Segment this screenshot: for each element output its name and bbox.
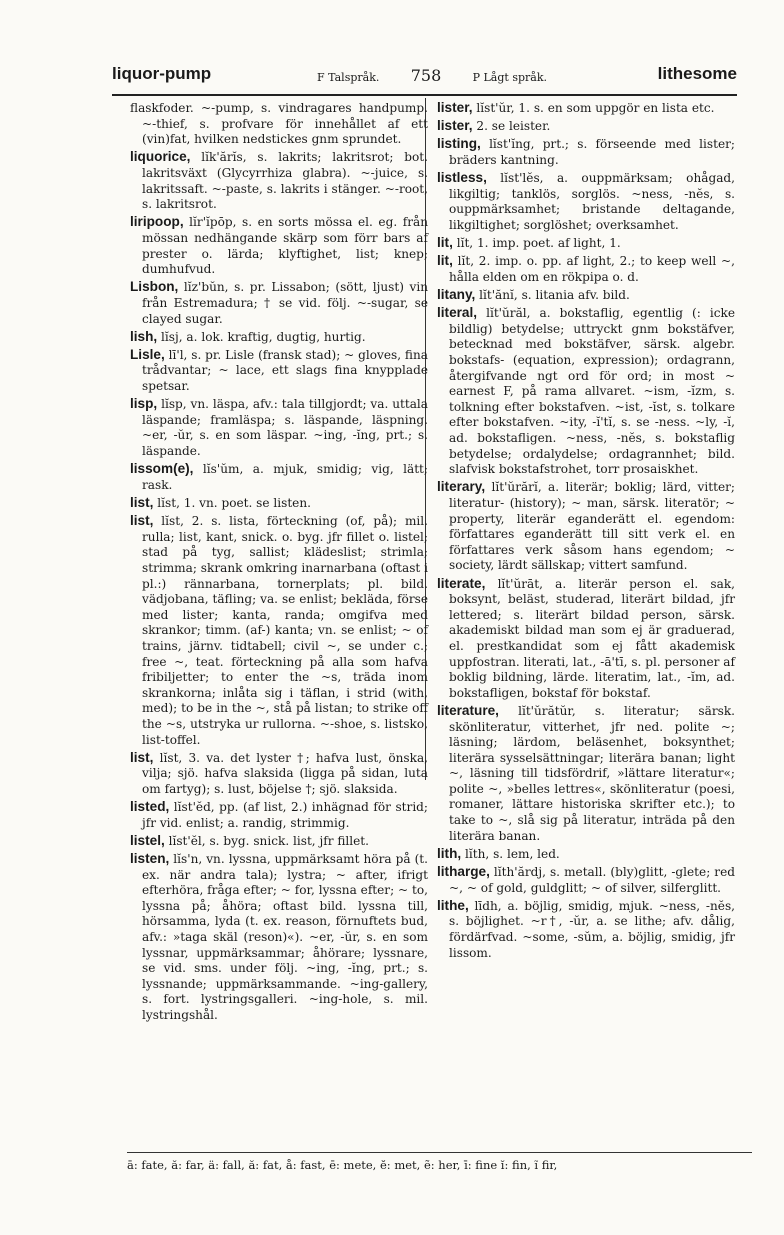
dictionary-entry [130,799,428,831]
dictionary-entry [130,495,428,512]
entry-headword: lish, [130,328,158,344]
dictionary-entry [437,100,735,117]
entry-definition: lĭst'ĕl, s. byg. snick. list, jfr fillet. [164,833,370,848]
entry-headword: lith, [437,845,462,861]
dictionary-entry [130,513,428,748]
entry-headword: Lisle, [130,346,165,362]
footer-rule [127,1152,752,1153]
header-first-word: liquor-pump [112,64,212,83]
entry-headword: lissom(e), [130,461,194,477]
entry-definition: lĭk'ărĭs, s. lakrits; lakritsrot; bot. lakritsväxt (Glycyrrhiza glabra). ~-juice, s. lakritssaft. ~-paste, s. lakrits i stänger. ~-root, s. lakritsrot. [142,150,428,212]
entry-definition: lĭs'n, vn. lyssna, uppmärksamt höra på (t. ex. när andra tala); lystra; ~ after, ifrigt efterhöra, fråga efter; ~ for, lyssna efter; ~ to, lyssna på; åhöra; oftast bild. lyssna till, hörsamma, lyda (t. ex. reason, förnuftets bud, afv.: »taga skäl (reson)«). ~er, -ŭr, s. en som lyssnar, uppmärksammar; åhörare; lyssnare, se vid. sms. under följ. ~ing, -ĭng, prt.; s. lyssnande; uppmärksammande. ~ing-gallery, s. fort. lystringsgalleri. ~ing-hole, s. mil. lystringshål. [142,852,428,1022]
dictionary-entry [437,703,735,844]
entry-headword: list, [130,495,154,510]
entry-definition: lĭst, 1. vn. poet. se listen. [153,496,311,510]
entry-definition: lĭsp, vn. läspa, afv.: tala tillgjordt; va. uttala läspande; framläspa; s. läspande, läspning. ~er, -ŭr, s. en som läspar. ~ing, -ĭng, prt.; s. läspande. [142,397,428,459]
page-number: 758 [410,66,442,85]
entry-headword: lister, [437,100,473,115]
entry-headword: Lisbon, [130,279,179,295]
dictionary-entry [437,170,735,233]
dictionary-entry [437,305,735,478]
entry-definition: lĭt'ănĭ, s. litania afv. bild. [475,288,630,303]
page-header [112,60,737,92]
entry-headword: listed, [130,799,170,815]
dictionary-entry [437,118,735,135]
entry-headword: listel, [130,832,165,848]
entry-headword: list, [130,513,154,529]
dictionary-entry [437,846,735,863]
entry-definition: lī'l, s. pr. Lisle (fransk stad); ~ gloves, fina trådvantar; ~ lace, ett slags fina knypplade spetsar. [142,347,428,394]
entry-definition: lĭz'bŭn, s. pr. Lissabon; (sött, ljust) vin från Estremadura; † se vid. följ. ~-sugar, se clayed sugar. [142,280,428,326]
entry-headword: literate, [437,575,486,591]
entry-definition: lĭst'ŭr, 1. s. en som uppgör en lista etc. [472,101,715,115]
dictionary-entry [437,864,735,896]
left-column [130,100,428,1025]
entry-definition: lĭt'ŭrăl, a. bokstaflig, egentlig (: icke bildlig) betydelse; uttryckt gnm bokstäfver, betecknad med bokstäfver, särsk. algebr. bokstafs- (equation, expression); ordagrann, återgifvande ngt ord för ord; in most ~ earnest F, på rama allvaret. ~ism, -ĭzm, s. tolkning efter bokstafven. ~ist, -ĭst, s. tolkare efter bokstafven. ~ity, -ĭ'tĭ, s. se -ness. ~ly, -ĭ, ad. bokstafligen. ~ness, -nĕs, s. bokstaflig betydelse; ordalydelse; ordagrannhet; bild. slafvisk bokstafstrohet, torr prosaiskhet. [449,306,735,477]
dictionary-entry [130,461,428,493]
entry-headword: liripoop, [130,214,184,230]
dictionary-entry [130,750,428,798]
pronunciation-key: ā: fate, ă: far, ä: fall, ă: fat, å: fast, ē: mete, ĕ: met, ẽ: her, ī: fine ĭ: fin, ĩ fir, [127,1158,558,1172]
dictionary-entry [437,136,735,168]
entry-definition: lĭt'ŭrătŭr, s. literatur; särsk. skönliteratur, vitterhet, jfr ned. polite ~; läsning; lärdom, beläsenhet, boksynthet; literära sysselsättningar; literära banan; light ~, läsning till tidsfördrif, »lättare literatur«; polite ~, »belles lettres«, skönliteratur (poesi, romaner, lättare historiska skrifter etc.); to take to ~, slå sig på literatur, inträda på den literära banan. [449,703,735,843]
entry-headword: litany, [437,287,476,303]
entry-definition: lĭst'ĕd, pp. (af list, 2.) inhägnad för strid; jfr vid. enlist; a. randig, strimmig. [142,800,428,830]
entry-headword: listing, [437,136,481,152]
entry-headword: listless, [437,170,487,186]
entry-definition: lĭt'ŭrărĭ, a. literär; boklig; lärd, vitter; literatur- (history); ~ man, särsk. literatör; ~ property, literär eganderätt el. egendom: författares eganderätt till sitt verk el. en författares verk såsom hans egendom; ~ society, lärdt sällskap; vittert samfund. [449,480,735,573]
entry-definition: lĭth'ărdj, s. metall. (bly)glitt, -glete; red ~, ~ of gold, guldglitt; ~ of silver, silferglitt. [449,865,735,895]
entry-definition: lĭst, 2. s. lista, förteckning (of, på); mil. rulla; list, kant, snick. o. byg. jfr fillet o. listel; stad på tyg, sallist; klädeslist; strimla; strimma; skrank omkring inarnarbana (oftast i pl.:) rännarbana, tornerplats; pl. bild. vädjobana, täfling; va. se enlist; bekläda, förse med lister; kanta, randa; omgifva med skrankor; timm. (af-) kanta; vn. se enlist; ~ of trains, järnv. tidtabell; civil ~, se under c.; free ~, teat. förteckning på alla som hafva fribiljetter; to enter the ~s, träda inom skrankorna; inlåta sig i täflan, i strid (with, med); to be in the ~, stå på listan; to strike off the ~s, utstryka ur rullorna. ~-shoe, s. listsko, list-toffel. [142,514,428,747]
dictionary-entry [130,100,428,148]
entry-headword: listen, [130,851,170,867]
header-center [317,66,547,85]
entry-definition: līdh, a. böjlig, smidig, mjuk. ~ness, -nĕs, s. böjlighet. ~r†, -ŭr, a. se lithe; afv. dålig, fördärfvad. ~some, -sŭm, a. böjlig, smidig, jfr lissom. [449,898,735,960]
entry-definition: lĭs'ŭm, a. mjuk, smidig; vig, lätt; rask. [142,462,428,492]
header-last-word: lithesome [657,64,737,83]
entry-headword: literary, [437,479,486,495]
entry-definition: lĭst'ĭng, prt.; s. förseende med lister; bräders kantning. [449,137,735,167]
entry-headword: lithe, [437,897,469,913]
entry-definition: lĭt, 2. imp. o. pp. af light, 2.; to keep well ~, hålla elden om en rökpipa o. d. [449,254,735,284]
dictionary-entry [437,253,735,285]
dictionary-entry [130,396,428,459]
entry-definition: lĭst'lĕs, a. ouppmärksam; ohågad, likgiltig; tanklös, sorglös. ~ness, -nĕs, s. ouppmärksamhet; bristande deltagande, likgiltighet; sorglöshet; overksamhet. [449,171,735,232]
entry-definition: lĭst, 3. va. det lyster †; hafva lust, önska, vilja; sjö. hafva slaksida (ligga på sidan, luta om fartyg); s. lust, böjelse †; sjö. slaksida. [142,750,428,796]
entry-definition: 2. se leister. [472,119,551,134]
dictionary-entry [130,279,428,327]
header-mark-talsprak: F Talspråk. [317,71,380,84]
entry-headword: lit, [437,253,453,269]
entry-headword: literal, [437,305,478,321]
dictionary-entry [130,214,428,277]
dictionary-entry [437,576,735,702]
dictionary-page [112,60,737,1190]
entry-headword: lit, [437,235,453,251]
dictionary-entry [130,149,428,212]
entry-headword: lister, [437,118,473,134]
dictionary-entry [130,347,428,395]
right-column [437,100,735,963]
entry-headword: literature, [437,702,499,718]
dictionary-entry [130,329,428,346]
entry-definition: lĭth, s. lem, led. [461,846,560,861]
dictionary-entry [437,287,735,304]
entry-definition: lĭt, 1. imp. poet. af light, 1. [452,236,621,251]
entry-headword: litharge, [437,864,490,880]
dictionary-entry [437,898,735,961]
entry-headword: liquorice, [130,149,191,165]
dictionary-entry [130,833,428,850]
entry-definition: lĭsj, a. lok. kraftig, dugtig, hurtig. [157,329,366,344]
header-mark-lagt-sprak: P Lågt språk. [472,71,547,84]
entry-definition: lĭr'ĭpōp, s. en sorts mössa el. eg. från mössan nedhängande skärp som förr bars af prester o. lärda; klyftighet, list; knep; dumhufvud. [142,215,428,277]
dictionary-entry [130,851,428,1024]
entry-definition: flaskfoder. ~-pump, s. vindragares handpump. ~-thief, s. profvare för innehållet af ett (vin)fat, hvilken nedstickes gnm sprundet. [130,101,428,147]
dictionary-entry [437,479,735,574]
header-rule [112,94,737,96]
entry-headword: lisp, [130,396,158,412]
entry-headword: list, [130,749,154,765]
dictionary-entry [437,235,735,252]
entry-definition: lĭt'ŭrāt, a. literär person el. sak, boksynt, beläst, studerad, literärt bildad, jfr lettered; s. literärt bildad person, särsk. akademiskt bildad man som ej är graduerad, el. prestkandidat som ej fått akademisk uppfostran. literati, lat., -ā'tī, s. pl. personer af boklig bildning, lärde. literatim, lat., -ĭm, ad. bokstafligen, bokstaf för bokstaf. [449,576,735,700]
